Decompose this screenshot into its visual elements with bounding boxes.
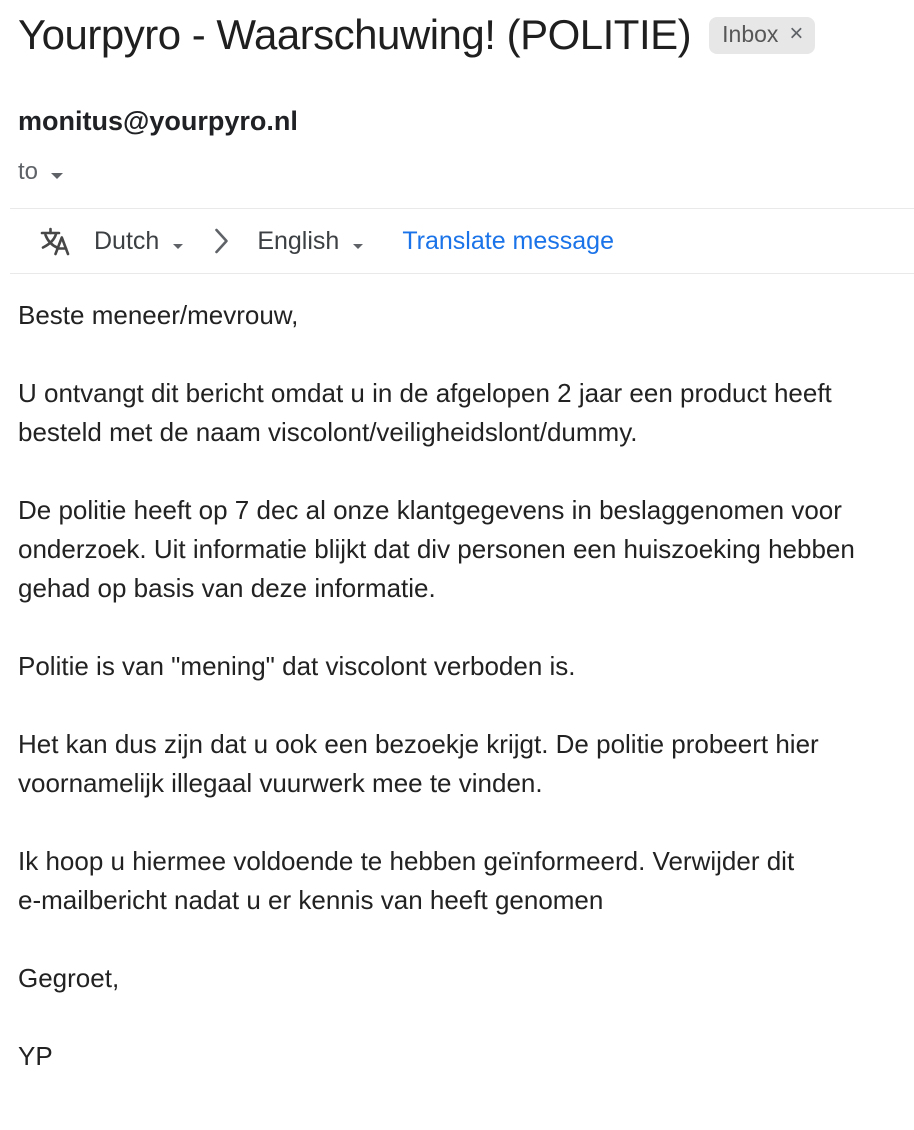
body-paragraph: YP <box>18 1041 53 1072</box>
body-paragraph: Het kan dus zijn dat u ook een bezoekje krijgt. De politie probeert hier voornamelijk illegaal vuurwerk mee te vinden. <box>18 729 819 799</box>
email-subject: Yourpyro - Waarschuwing! (POLITIE) <box>18 11 692 58</box>
body-paragraph: Politie is van "mening" dat viscolont verboden is. <box>18 651 576 682</box>
body-paragraph: U ontvangt dit bericht omdat u in de afgelopen 2 jaar een product heeft besteld met de naam viscolont/veiligheidslont/dummy. <box>18 378 832 448</box>
chevron-down-icon <box>172 228 184 257</box>
subject-row <box>18 10 896 60</box>
recipient-details-toggle[interactable] <box>18 155 64 188</box>
translate-icon <box>38 225 72 257</box>
body-paragraph: Ik hoop u hiermee voldoende te hebben geïnformeerd. Verwijder dit e-mailbericht nadat u er kennis van heeft genomen <box>18 846 795 916</box>
chevron-right-icon <box>214 227 229 255</box>
translate-message-link[interactable]: Translate message <box>402 226 614 255</box>
inbox-label-text: Inbox <box>722 20 779 47</box>
body-paragraph: Gegroet, <box>18 963 120 994</box>
target-language-dropdown[interactable] <box>257 225 364 257</box>
chevron-down-icon <box>352 228 364 257</box>
email-body <box>18 296 896 1076</box>
email-view <box>0 10 914 1076</box>
translate-bar <box>10 208 914 274</box>
body-paragraph: Beste meneer/mevrouw, <box>18 300 299 331</box>
inbox-label-chip[interactable] <box>709 17 815 54</box>
sender-email[interactable]: monitus@yourpyro.nl <box>18 106 298 137</box>
source-language-label: Dutch <box>94 226 160 255</box>
label-remove-icon[interactable]: × <box>789 20 804 48</box>
body-paragraph: De politie heeft op 7 dec al onze klantgegevens in beslaggenomen voor onderzoek. Uit informatie blijkt dat div personen een huiszoeking hebben gehad op basis van deze informatie. <box>18 495 855 604</box>
chevron-down-icon <box>50 158 64 188</box>
target-language-label: English <box>257 226 340 255</box>
source-language-dropdown[interactable] <box>94 225 184 257</box>
to-label: to <box>18 157 39 185</box>
